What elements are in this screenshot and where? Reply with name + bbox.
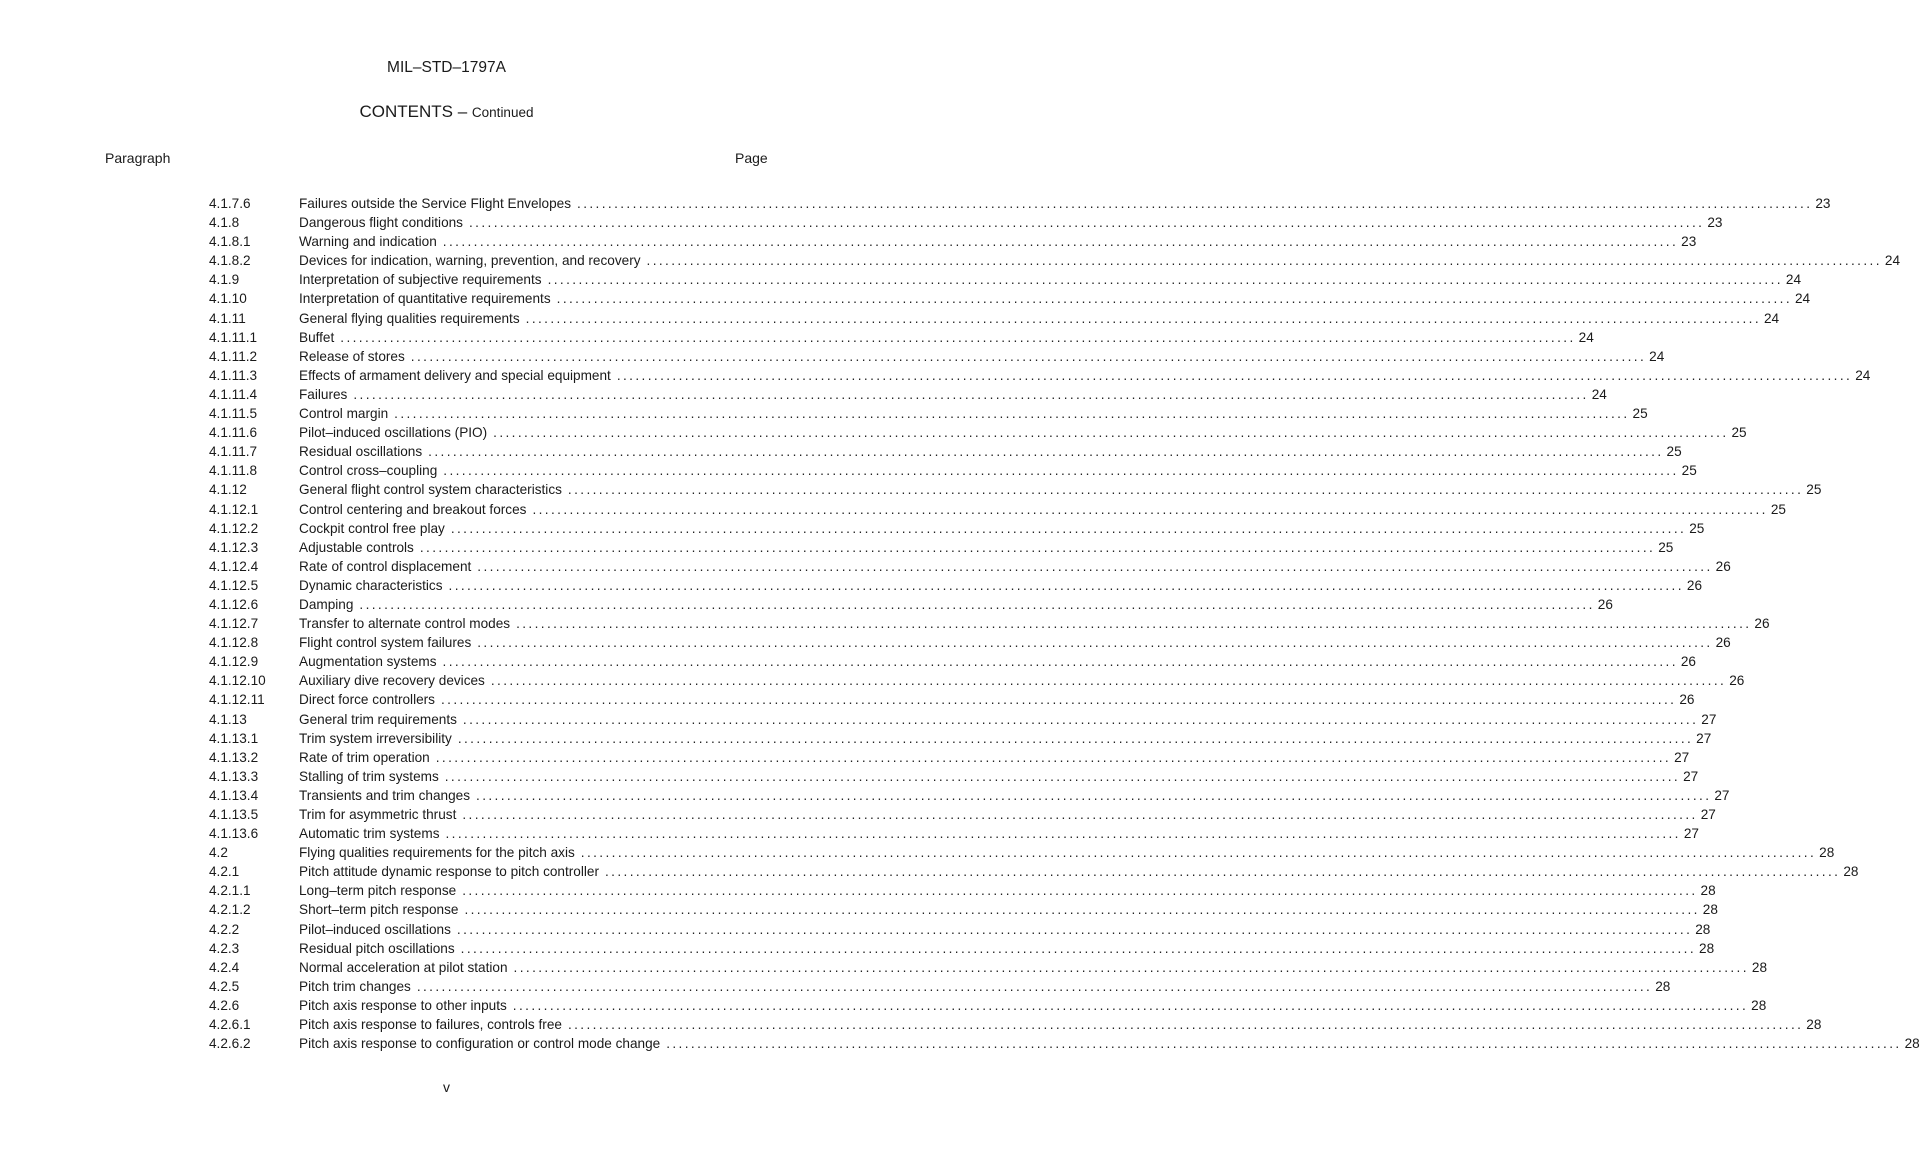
toc-entry-number: 4.1.11.1 — [209, 329, 258, 345]
toc-entry[interactable] — [209, 1034, 1920, 1053]
toc-entry[interactable] — [209, 442, 1682, 461]
toc-entry-number: 4.1.11.3 — [209, 367, 258, 383]
toc-entry-page: 26 — [1686, 577, 1703, 593]
dot-leader: ........................................................................................................................................................................................................ — [340, 329, 1576, 345]
toc-entry[interactable] — [209, 729, 1712, 748]
toc-entry-number: 4.2.3 — [209, 940, 240, 956]
toc-entry[interactable] — [209, 939, 1715, 958]
dot-leader: ........................................................................................................................................................................................................ — [512, 997, 1749, 1013]
toc-entry-page: 26 — [1597, 596, 1613, 612]
toc-entry-title: Pitch axis response to configuration or control mode change — [299, 1036, 661, 1052]
toc-entry-line — [299, 614, 1751, 633]
toc-entry-number: 4.2 — [209, 845, 228, 861]
toc-entry-title: Augmentation systems — [299, 654, 437, 670]
toc-entry[interactable] — [209, 805, 1716, 824]
toc-entry-line — [299, 767, 1680, 786]
toc-entry-number: 4.1.12.10 — [209, 673, 266, 689]
toc-entry-page: 23 — [1815, 196, 1831, 211]
toc-entry-page: 26 — [1715, 558, 1731, 574]
toc-entry-line — [299, 881, 1698, 900]
toc-entry-line — [299, 729, 1693, 748]
toc-entry-line — [299, 423, 1729, 442]
toc-entry-page: 25 — [1689, 520, 1705, 536]
dot-leader: ........................................................................................................................................................................................................ — [476, 787, 1712, 803]
toc-entry[interactable] — [209, 480, 1822, 499]
toc-entry-page: 26 — [1754, 616, 1770, 632]
toc-entry-title: Failures outside the Service Flight Envelopes — [299, 196, 572, 211]
dot-leader: ........................................................................................................................................................................................................ — [464, 902, 1700, 918]
dot-leader: ........................................................................................................................................................................................................ — [419, 539, 1656, 555]
dot-leader: ........................................................................................................................................................................................................ — [456, 921, 1693, 937]
dot-leader: ........................................................................................................................................................................................................ — [646, 253, 1882, 269]
toc-entry-page: 28 — [1904, 1036, 1920, 1052]
toc-entry-number: 4.2.1 — [209, 864, 240, 880]
dot-leader: ........................................................................................................................................................................................................ — [448, 577, 1684, 593]
toc-entry-number: 4.1.12.9 — [209, 654, 259, 670]
toc-entry[interactable] — [209, 500, 1786, 519]
toc-entry-number: 4.1.10 — [209, 291, 247, 307]
toc-entry-page: 28 — [1655, 978, 1671, 994]
toc-entry-title: Residual oscillations — [299, 444, 423, 460]
toc-entry-page: 23 — [1681, 234, 1697, 250]
toc-entry-page: 24 — [1855, 367, 1871, 383]
toc-entry-title: Flying qualities requirements for the pitch axis — [299, 845, 575, 861]
toc-entry-title: Trim system irreversibility — [299, 730, 452, 746]
toc-entry-title: Damping — [299, 596, 354, 612]
toc-entry-line — [299, 671, 1726, 690]
dot-leader: ........................................................................................................................................................................................................ — [440, 692, 1677, 708]
toc-entry-title: Normal acceleration at pilot station — [299, 959, 508, 975]
toc-entry[interactable] — [209, 920, 1711, 939]
toc-entry[interactable] — [209, 824, 1699, 843]
toc-entry-title: Interpretation of subjective requirements — [299, 272, 542, 288]
dot-leader: ........................................................................................................................................................................................................ — [567, 482, 1804, 498]
toc-entry-line — [299, 996, 1748, 1015]
dot-leader: ........................................................................................................................................................................................................ — [666, 1036, 1902, 1052]
toc-entry-number: 4.1.11.5 — [209, 406, 258, 422]
toc-entry[interactable] — [209, 881, 1716, 900]
toc-entry[interactable] — [209, 309, 1780, 328]
toc-entry[interactable] — [209, 710, 1717, 729]
toc-entry-line — [299, 194, 1812, 213]
dot-leader: ........................................................................................................................................................................................................ — [556, 291, 1792, 307]
toc-entry-number: 4.1.8.1 — [209, 234, 251, 250]
toc-entry[interactable] — [209, 519, 1705, 538]
toc-entry[interactable] — [209, 194, 1831, 213]
dot-leader: ........................................................................................................................................................................................................ — [428, 444, 1664, 460]
toc-entry-page: 27 — [1683, 768, 1699, 784]
dot-leader: ........................................................................................................................................................................................................ — [450, 520, 1687, 536]
toc-entry-line — [299, 251, 1882, 270]
toc-entry-line — [299, 500, 1768, 519]
toc-entry-line — [299, 538, 1655, 557]
toc-entry-title: Pilot–induced oscillations (PIO) — [299, 425, 488, 441]
toc-entry-title: Stalling of trim systems — [299, 768, 439, 784]
toc-entry-title: Direct force controllers — [299, 692, 435, 708]
toc-entry-page: 25 — [1681, 463, 1697, 479]
toc-entry-number: 4.1.13.2 — [209, 749, 259, 765]
toc-entry-page: 24 — [1795, 291, 1811, 307]
dot-leader: ........................................................................................................................................................................................................ — [410, 348, 1647, 364]
toc-entry[interactable] — [209, 633, 1731, 652]
toc-entry[interactable] — [209, 767, 1699, 786]
toc-entry-title: General flight control system characteristics — [299, 482, 562, 498]
toc-entry-page: 24 — [1591, 386, 1607, 402]
toc-entry-page: 26 — [1715, 635, 1731, 651]
toc-entry-line — [299, 843, 1816, 862]
toc-entry-line — [299, 480, 1803, 499]
toc-entry[interactable] — [209, 996, 1767, 1015]
toc-entry-line — [299, 748, 1671, 767]
toc-entry-number: 4.1.12 — [209, 482, 247, 498]
toc-entry[interactable] — [209, 786, 1730, 805]
toc-entry-title: Warning and indication — [299, 234, 437, 250]
toc-entry-page: 24 — [1884, 253, 1901, 269]
toc-entry-line — [299, 1034, 1902, 1053]
toc-entry-number: 4.2.1.2 — [209, 902, 251, 918]
dot-leader: ........................................................................................................................................................................................................ — [462, 807, 1698, 822]
toc-entry-number: 4.2.6.2 — [209, 1036, 251, 1052]
toc-entry-title: Rate of control displacement — [299, 558, 472, 574]
dot-leader: ........................................................................................................................................................................................................ — [525, 310, 1761, 326]
toc-entry-title: Pitch axis response to other inputs — [299, 997, 507, 1013]
toc-entry-page: 27 — [1683, 826, 1699, 842]
toc-entry[interactable] — [209, 347, 1665, 366]
toc-entry-number: 4.1.13 — [209, 711, 247, 727]
toc-entry[interactable] — [209, 748, 1690, 767]
toc-entry-page: 27 — [1701, 711, 1717, 727]
toc-entry-number: 4.1.11.6 — [209, 425, 258, 441]
toc-entry-number: 4.1.11.7 — [209, 444, 258, 460]
toc-entry-title: Long–term pitch response — [299, 883, 457, 899]
toc-entry-number: 4.1.12.6 — [209, 596, 259, 612]
toc-entry-number: 4.1.12.1 — [209, 501, 259, 517]
toc-entry-line — [299, 404, 1630, 423]
toc-entry-page: 28 — [1751, 997, 1767, 1013]
toc-entry-title: Transfer to alternate control modes — [299, 616, 511, 632]
toc-entry-title: Transients and trim changes — [299, 787, 471, 803]
toc-entry-line — [299, 232, 1678, 251]
toc-entry-line — [299, 824, 1681, 843]
toc-entry-page: 24 — [1578, 329, 1594, 345]
dot-leader: ........................................................................................................................................................................................................ — [462, 883, 1698, 899]
toc-entry[interactable] — [209, 671, 1745, 690]
dot-leader: ........................................................................................................................................................................................................ — [442, 234, 1679, 250]
toc-entry-number: 4.1.11 — [209, 310, 246, 326]
toc-entry-number: 4.1.11.4 — [209, 386, 258, 402]
toc-entry-title: Flight control system failures — [299, 635, 472, 651]
toc-entry-line — [299, 366, 1852, 385]
toc-entry[interactable] — [209, 614, 1770, 633]
toc-entry-page: 28 — [1695, 921, 1711, 937]
toc-entry-number: 4.1.11.8 — [209, 463, 258, 479]
toc-entry-line — [299, 900, 1700, 919]
page-number: v — [443, 1079, 450, 1095]
dot-leader: ........................................................................................................................................................................................................ — [442, 654, 1678, 670]
toc-entry-number: 4.1.12.2 — [209, 520, 259, 536]
toc-entry-line — [299, 442, 1664, 461]
toc-entry[interactable] — [209, 690, 1695, 709]
dot-leader: ........................................................................................................................................................................................................ — [353, 386, 1589, 402]
toc-entry-title: Control centering and breakout forces — [299, 501, 527, 517]
toc-entry-page: 26 — [1679, 692, 1695, 708]
toc-entry-number: 4.1.11.2 — [209, 348, 258, 364]
toc-entry-page: 26 — [1680, 654, 1696, 670]
toc-entry-number: 4.1.12.3 — [209, 539, 259, 555]
dot-leader: ........................................................................................................................................................................................................ — [547, 272, 1783, 288]
toc-entry-number: 4.1.13.1 — [209, 730, 259, 746]
toc-entry-line — [299, 977, 1652, 996]
toc-entry[interactable] — [209, 328, 1594, 347]
toc-entry-line — [299, 939, 1696, 958]
toc-entry-page: 23 — [1707, 215, 1723, 231]
toc-entry-line — [299, 347, 1646, 366]
dot-leader: ........................................................................................................................................................................................................ — [513, 959, 1749, 975]
dot-leader: ........................................................................................................................................................................................................ — [580, 845, 1817, 861]
toc-entry-title: Pitch trim changes — [299, 978, 411, 994]
dot-leader: ........................................................................................................................................................................................................ — [532, 501, 1768, 517]
dot-leader: ........................................................................................................................................................................................................ — [477, 558, 1713, 574]
toc-entry[interactable] — [209, 270, 1802, 289]
toc-entry-page: 28 — [1751, 959, 1768, 975]
toc-entry-number: 4.1.13.4 — [209, 787, 259, 803]
toc-entry[interactable] — [209, 977, 1671, 996]
toc-entry-title: Dynamic characteristics — [299, 577, 443, 593]
toc-entry-title: Buffet — [299, 329, 335, 345]
toc-entry-title: Devices for indication, warning, prevention, and recovery — [299, 253, 641, 269]
dot-leader: ........................................................................................................................................................................................................ — [435, 749, 1672, 765]
toc-entry-title: Pilot–induced oscillations — [299, 921, 451, 937]
toc-entry-page: 27 — [1700, 807, 1716, 822]
toc-entry-title: Cockpit control free play — [299, 520, 445, 536]
dot-leader: ........................................................................................................................................................................................................ — [477, 635, 1713, 651]
toc-entry-line — [299, 385, 1589, 404]
toc-entry-number: 4.2.5 — [209, 978, 240, 994]
toc-entry-page: 28 — [1702, 902, 1718, 918]
toc-entry-page: 27 — [1696, 730, 1712, 746]
dot-leader: ........................................................................................................................................................................................................ — [462, 711, 1699, 727]
toc-entry-number: 4.1.8.2 — [209, 253, 251, 269]
toc-entry-title: Automatic trim systems — [299, 826, 440, 842]
toc-entry-number: 4.1.13.5 — [209, 807, 259, 822]
toc-entry[interactable] — [209, 557, 1731, 576]
toc-entry-number: 4.1.13.6 — [209, 826, 259, 842]
toc-entry-title: Rate of trim operation — [299, 749, 430, 765]
toc-entry[interactable] — [209, 423, 1747, 442]
toc-entry-number: 4.1.12.8 — [209, 635, 259, 651]
toc-entry-page: 27 — [1674, 749, 1690, 765]
toc-entry-page: 24 — [1649, 348, 1665, 364]
toc-entry-line — [299, 958, 1749, 977]
toc-entry-title: Adjustable controls — [299, 539, 414, 555]
toc-entry-line — [299, 309, 1761, 328]
toc-entry-line — [299, 633, 1713, 652]
toc-entry-line — [299, 576, 1684, 595]
toc-entry-title: Control cross–coupling — [299, 463, 438, 479]
dot-leader: ........................................................................................................................................................................................................ — [490, 673, 1727, 689]
dot-leader: ........................................................................................................................................................................................................ — [468, 215, 1705, 231]
toc-entry-line — [299, 595, 1595, 614]
toc-entry-page: 25 — [1731, 425, 1747, 441]
toc-entry[interactable] — [209, 366, 1871, 385]
toc-entry[interactable] — [209, 595, 1613, 614]
toc-entry[interactable] — [209, 232, 1697, 251]
toc-entry-title: Effects of armament delivery and special equipment — [299, 367, 611, 383]
toc-entry-number: 4.1.7.6 — [209, 196, 251, 211]
toc-entry-page: 28 — [1700, 883, 1716, 899]
toc-entry[interactable] — [209, 251, 1901, 270]
document-id: MIL–STD–1797A — [387, 59, 506, 76]
toc-entry-number: 4.1.12.5 — [209, 577, 259, 593]
toc-entry-number: 4.2.6.1 — [209, 1017, 251, 1033]
dot-leader: ........................................................................................................................................................................................................ — [493, 425, 1729, 441]
dot-leader: ........................................................................................................................................................................................................ — [444, 768, 1681, 784]
toc-entry-page: 24 — [1764, 310, 1780, 326]
toc-entry-number: 4.2.2 — [209, 921, 240, 937]
toc-entry-number: 4.2.4 — [209, 959, 240, 975]
contents-heading — [0, 102, 893, 122]
toc-entry-title: Short–term pitch response — [299, 902, 459, 918]
toc-entry-page: 25 — [1806, 482, 1822, 498]
toc-entry-line — [299, 805, 1698, 824]
dot-leader: ........................................................................................................................................................................................................ — [359, 596, 1595, 612]
toc-entry[interactable] — [209, 404, 1648, 423]
toc-entry-line — [299, 270, 1783, 289]
toc-entry-title: Pitch attitude dynamic response to pitch controller — [299, 864, 599, 880]
contents-title: CONTENTS – — [359, 102, 468, 121]
toc-entry-number: 4.2.6 — [209, 997, 240, 1013]
toc-entry-title: Release of stores — [299, 348, 405, 364]
dot-leader: ........................................................................................................................................................................................................ — [394, 406, 1630, 422]
toc-entry-line — [299, 862, 1840, 881]
toc-entry-line — [299, 557, 1713, 576]
toc-entry[interactable] — [209, 385, 1607, 404]
dot-leader: ........................................................................................................................................................................................................ — [457, 730, 1694, 746]
toc-entry[interactable] — [209, 900, 1718, 919]
table-of-contents — [209, 194, 1920, 1053]
toc-entry-title: Dangerous flight conditions — [299, 215, 463, 231]
toc-entry-title: Pitch axis response to failures, controls free — [299, 1017, 562, 1033]
page-column-label: Page — [735, 150, 768, 166]
toc-entry[interactable] — [209, 652, 1696, 671]
toc-entry-page: 25 — [1632, 406, 1648, 422]
paragraph-column-label: Paragraph — [105, 150, 171, 166]
toc-entry-line — [299, 328, 1576, 347]
toc-entry[interactable] — [209, 958, 1768, 977]
toc-entry-line — [299, 652, 1678, 671]
dot-leader: ........................................................................................................................................................................................................ — [577, 196, 1813, 211]
toc-entry-line — [299, 690, 1676, 709]
toc-entry-page: 25 — [1666, 444, 1682, 460]
dot-leader: ........................................................................................................................................................................................................ — [416, 978, 1653, 994]
toc-entry[interactable] — [209, 538, 1674, 557]
toc-entry-line — [299, 461, 1679, 480]
toc-entry-page: 26 — [1729, 673, 1745, 689]
toc-entry-title: Failures — [299, 386, 348, 402]
toc-entry-title: General trim requirements — [299, 711, 457, 727]
toc-entry-title: Control margin — [299, 406, 389, 422]
toc-entry-title: General flying qualities requirements — [299, 310, 520, 326]
toc-entry-number: 4.1.13.3 — [209, 768, 259, 784]
dot-leader: ........................................................................................................................................................................................................ — [567, 1017, 1804, 1033]
toc-entry-line — [299, 920, 1692, 939]
toc-entry-line — [299, 1015, 1803, 1034]
toc-entry[interactable] — [209, 576, 1703, 595]
dot-leader: ........................................................................................................................................................................................................ — [516, 616, 1752, 632]
toc-entry-page: 25 — [1770, 501, 1786, 517]
toc-entry-number: 4.1.9 — [209, 272, 240, 288]
toc-entry-number: 4.1.12.11 — [209, 692, 265, 708]
toc-entry-line — [299, 786, 1711, 805]
toc-entry-line — [299, 289, 1792, 308]
toc-entry[interactable] — [209, 1015, 1822, 1034]
toc-entry-page: 28 — [1699, 940, 1715, 956]
dot-leader: ........................................................................................................................................................................................................ — [616, 367, 1853, 383]
toc-entry-number: 4.1.8 — [209, 215, 240, 231]
contents-continued-label: Continued — [471, 105, 534, 120]
toc-entry-number: 4.1.12.7 — [209, 616, 259, 632]
toc-entry-page: 28 — [1819, 845, 1835, 861]
dot-leader: ........................................................................................................................................................................................................ — [445, 826, 1681, 842]
toc-entry-page: 28 — [1843, 864, 1859, 880]
toc-entry[interactable] — [209, 213, 1723, 232]
toc-entry-page: 27 — [1714, 787, 1730, 803]
toc-entry-line — [299, 213, 1704, 232]
dot-leader: ........................................................................................................................................................................................................ — [460, 940, 1697, 956]
toc-entry-title: Interpretation of quantitative requirements — [299, 291, 551, 307]
toc-entry-line — [299, 519, 1686, 538]
toc-entry-title: Trim for asymmetric thrust — [299, 807, 457, 822]
toc-entry-number: 4.2.1.1 — [209, 883, 251, 899]
toc-entry[interactable] — [209, 461, 1697, 480]
toc-entry-title: Residual pitch oscillations — [299, 940, 455, 956]
toc-entry[interactable] — [209, 843, 1835, 862]
toc-entry-line — [299, 710, 1698, 729]
toc-entry[interactable] — [209, 289, 1811, 308]
dot-leader: ........................................................................................................................................................................................................ — [604, 864, 1841, 880]
toc-entry-page: 24 — [1785, 272, 1802, 288]
toc-entry-number: 4.1.12.4 — [209, 558, 259, 574]
toc-entry-page: 28 — [1806, 1017, 1822, 1033]
dot-leader: ........................................................................................................................................................................................................ — [443, 463, 1679, 479]
toc-entry-title: Auxiliary dive recovery devices — [299, 673, 485, 689]
toc-entry[interactable] — [209, 862, 1859, 881]
toc-entry-page: 25 — [1658, 539, 1674, 555]
